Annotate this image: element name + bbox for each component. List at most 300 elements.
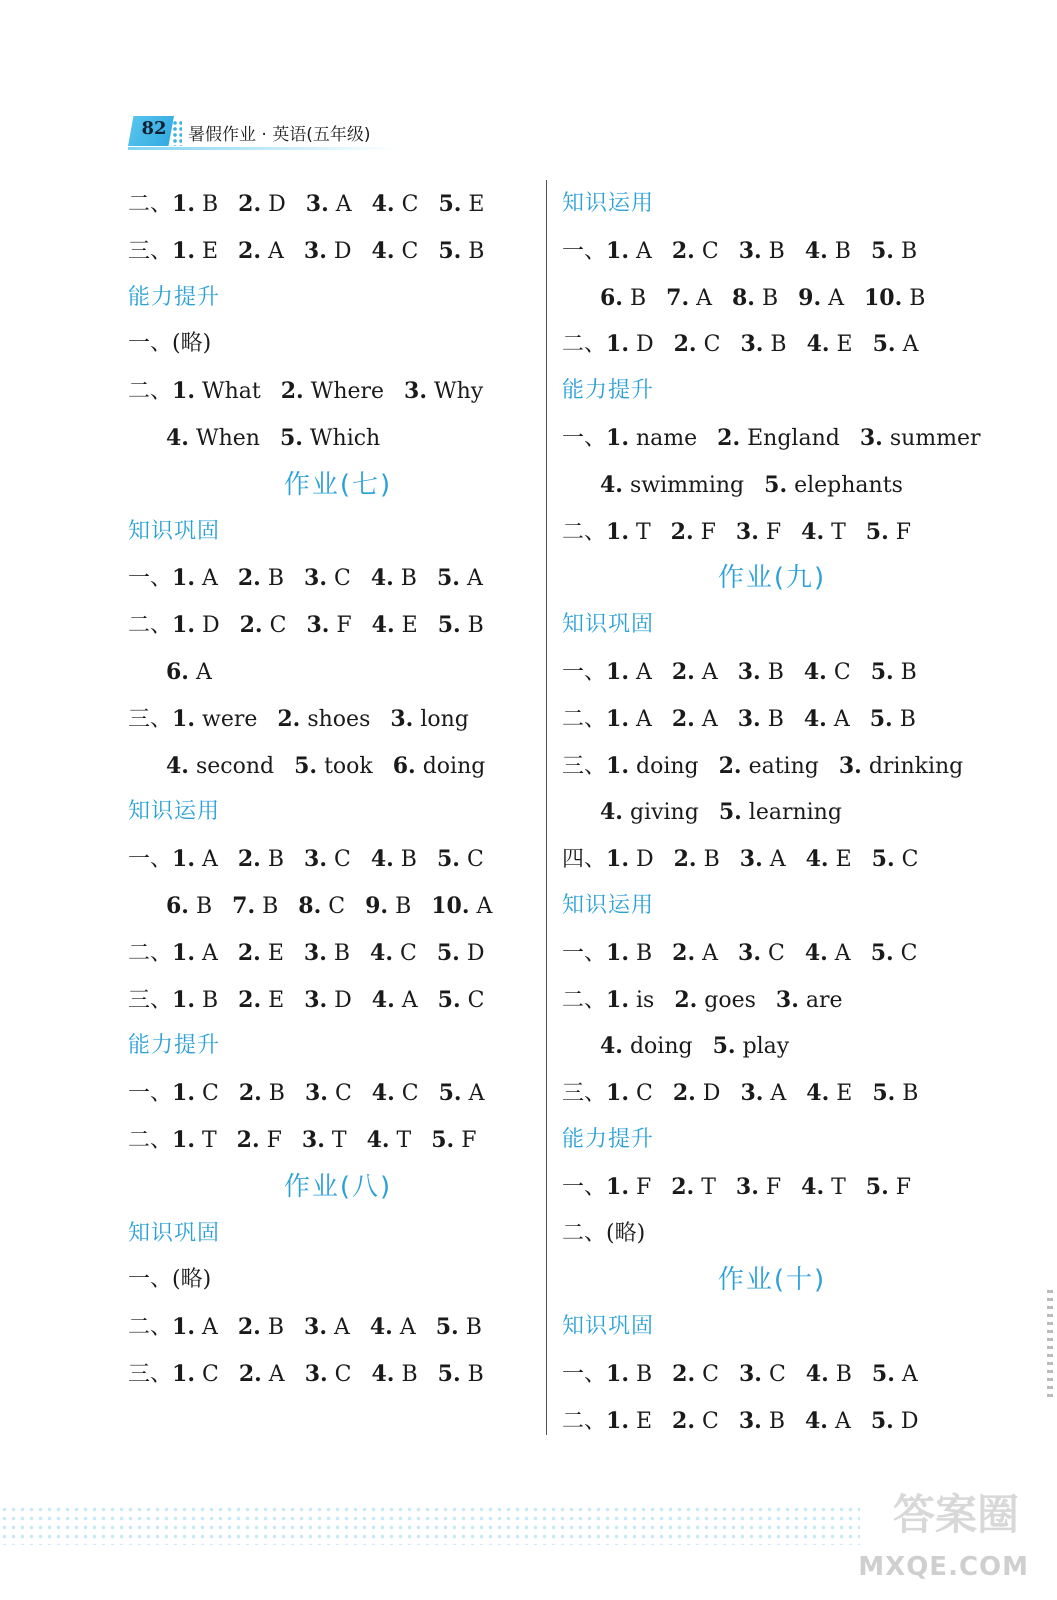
answer-number: 2. — [671, 1173, 695, 1200]
answer-item — [436, 1304, 482, 1352]
answer-number: 4. — [803, 705, 827, 732]
answer-number: 3. — [738, 237, 762, 264]
answer-number: 5. — [872, 331, 896, 358]
answer-item — [871, 930, 918, 978]
answer-number: 2. — [237, 939, 261, 966]
question-group-label: 一、 — [562, 1174, 607, 1200]
answer-item — [172, 228, 218, 276]
answer-number: 5. — [870, 237, 894, 264]
answer-value: E — [836, 1081, 853, 1107]
answer-line — [562, 930, 982, 977]
answer-line — [562, 509, 982, 556]
answer-value: C — [401, 1081, 419, 1107]
answer-value: F — [461, 1127, 477, 1153]
answer-number: 1. — [172, 705, 195, 732]
answer-value: shoes — [307, 706, 371, 732]
answer-value: A — [701, 706, 718, 732]
answer-number: 1. — [606, 939, 629, 966]
answer-value: C — [701, 238, 719, 264]
answer-line — [562, 415, 982, 462]
answer-number: 5. — [872, 1080, 896, 1107]
answer-value: Why — [434, 379, 484, 405]
answer-item — [294, 743, 373, 791]
question-group-label: 二、 — [562, 706, 607, 732]
answer-value: B — [468, 238, 485, 264]
answer-item — [305, 1351, 352, 1399]
answer-line — [562, 1164, 982, 1211]
answer-item — [606, 1211, 645, 1258]
answer-value: A — [476, 893, 493, 919]
answer-number: 2. — [674, 986, 698, 1013]
answer-number: 4. — [371, 191, 395, 217]
answer-value: D — [333, 238, 352, 264]
answer-line — [562, 1070, 982, 1117]
answer-value: doing — [629, 1034, 693, 1060]
question-group-label: 三、 — [562, 753, 607, 779]
answer-item — [671, 1164, 716, 1212]
answer-value: C — [269, 613, 287, 639]
answer-value: A — [468, 1081, 485, 1107]
question-group-label: 三、 — [128, 987, 173, 1013]
section-heading: 知识运用 — [562, 892, 655, 918]
answer-number: 5. — [438, 237, 462, 264]
assignment-title: 作业(八) — [283, 1171, 393, 1202]
answer-number: 4. — [600, 471, 623, 498]
question-group-label: 一、 — [562, 238, 607, 264]
answer-value: D — [268, 192, 286, 217]
answer-item — [404, 368, 483, 416]
answer-item — [371, 836, 417, 884]
answer-value: B — [400, 566, 417, 592]
answer-number: 4. — [166, 424, 189, 451]
answer-number: 1. — [172, 1080, 195, 1107]
answer-item — [606, 1164, 651, 1212]
answer-value: B — [467, 1361, 484, 1387]
answer-number: 6. — [166, 892, 189, 919]
answer-number: 6. — [392, 752, 416, 779]
answer-line — [128, 883, 548, 930]
answer-value: F — [895, 519, 912, 545]
answer-value: play — [742, 1034, 790, 1060]
answer-value: D — [635, 332, 654, 358]
answer-value: B — [909, 285, 926, 311]
answer-item — [166, 415, 260, 463]
answer-value: F — [765, 1174, 782, 1200]
answer-item — [606, 696, 652, 744]
answer-item — [672, 1398, 719, 1446]
answer-item — [600, 462, 744, 510]
left-column — [128, 181, 548, 1398]
answer-value: goes — [704, 987, 756, 1013]
answer-item — [372, 181, 419, 229]
answer-value: second — [195, 753, 275, 779]
question-group-label: 三、 — [562, 1081, 607, 1107]
answer-number: 2. — [671, 237, 695, 264]
answer-item — [304, 228, 352, 276]
answer-line — [128, 836, 548, 883]
answer-number: 5. — [865, 1173, 889, 1200]
answer-item — [606, 1398, 652, 1446]
answer-item — [304, 1304, 350, 1352]
answer-value: T — [831, 519, 846, 545]
answer-item — [801, 1164, 846, 1212]
footer-dot-pattern — [0, 1505, 860, 1545]
answer-line — [562, 977, 982, 1024]
answer-item — [801, 509, 846, 557]
answer-number: 3. — [737, 658, 761, 685]
answer-item — [238, 977, 284, 1025]
answer-value: A — [828, 285, 844, 311]
answer-value: T — [635, 519, 651, 545]
answer-number: 3. — [735, 1173, 759, 1200]
answer-item — [371, 555, 417, 603]
answer-item — [671, 509, 716, 557]
answer-value: A — [201, 847, 218, 873]
answer-value: C — [635, 1081, 653, 1107]
answer-value: were — [201, 706, 258, 732]
question-group-label: 一、 — [128, 331, 173, 357]
answer-number: 1. — [172, 237, 195, 264]
answer-number: 2. — [238, 1080, 262, 1107]
answer-item — [739, 228, 785, 276]
answer-number: 4. — [804, 237, 828, 264]
answer-value: is — [635, 987, 655, 1013]
answer-value: B — [195, 893, 213, 919]
answer-item — [719, 743, 819, 791]
answer-value: C — [333, 847, 351, 873]
answer-value: B — [465, 1315, 482, 1341]
answer-number: 4. — [806, 331, 830, 358]
answer-item — [807, 321, 853, 369]
answer-number: 4. — [371, 986, 395, 1013]
answer-item — [740, 836, 786, 884]
answer-item — [304, 555, 351, 603]
answer-line — [128, 743, 548, 790]
section-heading: 能力提升 — [562, 1126, 655, 1152]
answer-item — [606, 836, 654, 884]
answer-value: B — [201, 987, 219, 1013]
answer-item — [365, 883, 411, 931]
answer-item — [606, 415, 697, 463]
answer-item — [736, 509, 781, 557]
answer-line — [562, 1023, 982, 1070]
answer-value: C — [328, 893, 346, 919]
page-number: 82 — [141, 118, 167, 139]
answer-item — [172, 181, 218, 229]
question-group-label: 一、 — [128, 566, 173, 592]
answer-value: D — [466, 940, 485, 966]
answer-item — [805, 930, 851, 978]
question-group-label: 二、 — [128, 379, 173, 405]
answer-item — [306, 181, 352, 229]
answer-value: E — [401, 613, 418, 639]
answer-number: 4. — [166, 752, 189, 779]
answer-line — [128, 1117, 548, 1164]
answer-item — [372, 1351, 418, 1399]
answer-item — [438, 228, 484, 276]
answer-value: D — [635, 847, 654, 873]
answer-item — [172, 1117, 217, 1165]
answer-value: F — [765, 519, 782, 545]
answer-value: C — [767, 940, 785, 966]
answer-line — [562, 743, 982, 790]
answer-line — [128, 649, 548, 696]
answer-value: (略) — [172, 1267, 212, 1293]
answer-item — [738, 930, 785, 978]
answer-value: D — [900, 1408, 919, 1434]
question-group-label: 一、 — [562, 659, 607, 685]
answer-line — [562, 1351, 982, 1398]
answer-number: 5. — [870, 939, 894, 966]
answer-item — [776, 977, 843, 1025]
assignment-title: 作业(九) — [717, 563, 827, 594]
answer-number: 5. — [431, 1126, 455, 1153]
section-heading: 能力提升 — [128, 284, 221, 310]
answer-number: 1. — [606, 237, 629, 264]
answer-number: 1. — [172, 378, 195, 405]
answer-item — [238, 836, 284, 884]
answer-number: 2. — [672, 1360, 696, 1387]
answer-item — [237, 1117, 282, 1165]
question-group-label: 二、 — [562, 1408, 607, 1434]
answer-item — [606, 228, 652, 276]
answer-number: 1. — [172, 1360, 195, 1387]
answer-value: name — [635, 425, 698, 451]
answer-item — [864, 275, 925, 323]
answer-item — [860, 415, 981, 463]
answer-item — [871, 649, 917, 697]
answer-item — [738, 649, 784, 697]
answer-item — [238, 1304, 284, 1352]
answer-number: 2. — [238, 986, 262, 1013]
answer-number: 2. — [673, 331, 697, 358]
answer-value: A — [834, 1408, 851, 1434]
answer-item — [439, 1070, 485, 1118]
answer-number: 9. — [798, 284, 822, 311]
answer-number: 4. — [600, 1033, 623, 1060]
answer-value: A — [268, 1361, 285, 1387]
answer-item — [367, 1117, 412, 1165]
answer-number: 4. — [370, 939, 394, 966]
answer-item — [739, 1398, 785, 1446]
answer-number: 7. — [232, 892, 256, 919]
section-heading: 能力提升 — [562, 378, 655, 404]
answer-item — [172, 321, 211, 368]
answer-number: 3. — [304, 1314, 327, 1341]
answer-value: C — [334, 1361, 352, 1387]
section-heading: 知识运用 — [128, 799, 221, 825]
question-group-label: 一、 — [128, 1267, 173, 1293]
answer-line — [128, 1070, 548, 1117]
answer-value: elephants — [794, 472, 903, 498]
answer-number: 3. — [404, 378, 428, 405]
answer-value: F — [266, 1127, 282, 1153]
answer-item — [804, 649, 851, 697]
answer-item — [740, 321, 786, 369]
answer-line — [128, 977, 548, 1024]
question-group-label: 四、 — [562, 847, 607, 873]
answer-value: B — [635, 1361, 653, 1387]
answer-number: 1. — [606, 518, 629, 545]
answer-item — [713, 1023, 790, 1071]
answer-number: 3. — [859, 424, 883, 451]
answer-item — [438, 181, 484, 229]
section-heading: 知识巩固 — [562, 612, 655, 638]
answer-value: C — [702, 1361, 719, 1387]
answer-number: 4. — [371, 612, 395, 639]
answer-value: B — [703, 847, 720, 873]
answer-item — [672, 649, 718, 697]
watermark-site: MXQE.COM — [858, 1552, 1029, 1582]
answer-item — [302, 1117, 347, 1165]
answer-value: A — [696, 285, 712, 311]
answer-number: 1. — [172, 612, 195, 639]
answer-value: learning — [748, 800, 842, 826]
answer-value: C — [334, 1081, 352, 1107]
answer-value: B — [267, 847, 285, 873]
answer-value: giving — [629, 800, 699, 826]
answer-item — [372, 977, 418, 1025]
answer-value: C — [401, 192, 419, 217]
answer-item — [305, 1070, 352, 1118]
answer-value: B — [267, 1315, 285, 1341]
answer-value: A — [333, 1315, 350, 1341]
answer-value: E — [268, 987, 285, 1013]
answer-item — [666, 275, 712, 323]
answer-value: T — [396, 1127, 412, 1153]
question-group-label: 二、 — [128, 613, 173, 639]
answer-value: D — [201, 613, 220, 639]
answer-value: summer — [889, 425, 981, 451]
answer-value: C — [201, 1081, 219, 1107]
section-heading: 知识巩固 — [128, 518, 221, 544]
question-group-label: 二、 — [562, 1220, 607, 1246]
answer-item — [871, 228, 917, 276]
answer-item — [238, 181, 286, 229]
answer-number: 1. — [172, 1314, 195, 1341]
answer-item — [672, 930, 718, 978]
answer-item — [304, 930, 350, 978]
answer-number: 5. — [437, 1360, 461, 1387]
answer-number: 5. — [435, 1314, 459, 1341]
answer-value: B — [768, 238, 785, 264]
answer-number: 2. — [673, 846, 697, 873]
answer-number: 5. — [871, 1360, 895, 1387]
answer-line — [562, 321, 982, 368]
answer-item — [438, 977, 485, 1025]
answer-value: B — [767, 659, 784, 685]
answer-item — [606, 1070, 653, 1118]
answer-value: A — [268, 238, 284, 264]
answer-value: C — [768, 1361, 786, 1387]
book-title: 暑假作业 · 英语(五年级) — [188, 125, 371, 145]
answer-number: 3. — [735, 518, 759, 545]
answer-number: 3. — [737, 705, 761, 732]
answer-value: E — [267, 940, 284, 966]
answer-item — [298, 883, 345, 931]
answer-item — [240, 602, 287, 650]
answer-item — [674, 836, 720, 884]
answer-item — [866, 509, 911, 557]
answer-value: A — [399, 1315, 416, 1341]
answer-value: F — [336, 613, 352, 639]
answer-value: A — [635, 238, 652, 264]
answer-line — [562, 789, 982, 836]
answer-item — [805, 228, 851, 276]
answer-value: F — [700, 519, 716, 545]
answer-number: 2. — [672, 939, 696, 966]
answer-value: A — [834, 940, 851, 966]
question-group-label: 三、 — [128, 1361, 173, 1387]
answer-item — [873, 321, 919, 369]
answer-number: 1. — [606, 1080, 629, 1107]
answer-item — [732, 275, 778, 323]
answer-number: 4. — [801, 518, 825, 545]
answer-item — [871, 1398, 919, 1446]
answer-number: 5. — [437, 986, 461, 1013]
answer-line — [128, 555, 548, 602]
answer-value: B — [629, 285, 647, 311]
answer-value: long — [420, 706, 469, 732]
answer-item — [606, 930, 652, 978]
answer-value: B — [834, 238, 851, 264]
answer-item — [238, 930, 284, 978]
answer-value: B — [400, 847, 417, 873]
answer-item — [872, 1070, 918, 1118]
answer-number: 4. — [804, 939, 828, 966]
answer-value: A — [335, 192, 352, 217]
answer-number: 5. — [437, 612, 461, 639]
answer-value: E — [835, 847, 852, 873]
answer-number: 3. — [740, 331, 764, 358]
answer-item — [606, 1351, 652, 1399]
answer-number: 1. — [606, 424, 629, 451]
answer-value: T — [331, 1127, 347, 1153]
answer-number: 1. — [172, 986, 195, 1013]
answer-item — [804, 696, 850, 744]
answer-number: 4. — [801, 1173, 825, 1200]
answer-value: are — [805, 987, 843, 1013]
answer-number: 2. — [239, 612, 263, 639]
right-column — [562, 181, 982, 1445]
answer-number: 5. — [279, 424, 303, 451]
answer-item — [717, 415, 840, 463]
answer-number: 1. — [606, 846, 629, 873]
answer-value: B — [900, 659, 917, 685]
answer-number: 6. — [166, 658, 189, 685]
answer-item — [390, 696, 469, 744]
answer-number: 1. — [606, 1407, 629, 1434]
answer-value: A — [401, 987, 418, 1013]
answer-item — [674, 321, 721, 369]
answer-number: 2. — [277, 705, 301, 732]
answer-item — [736, 1164, 781, 1212]
answer-value: drinking — [868, 753, 964, 779]
answer-item — [372, 228, 419, 276]
answer-line — [562, 836, 982, 883]
answer-item — [764, 462, 903, 510]
answer-number: 1. — [172, 565, 195, 592]
answer-number: 1. — [172, 1126, 195, 1153]
answer-line — [562, 649, 982, 696]
answer-number: 2. — [237, 1314, 261, 1341]
question-group-label: 三、 — [128, 238, 173, 264]
question-group-label: 一、 — [562, 940, 607, 966]
answer-value: T — [701, 1174, 716, 1200]
section-heading: 知识巩固 — [128, 1220, 221, 1246]
answer-value: C — [467, 987, 485, 1013]
answer-item — [606, 977, 654, 1025]
